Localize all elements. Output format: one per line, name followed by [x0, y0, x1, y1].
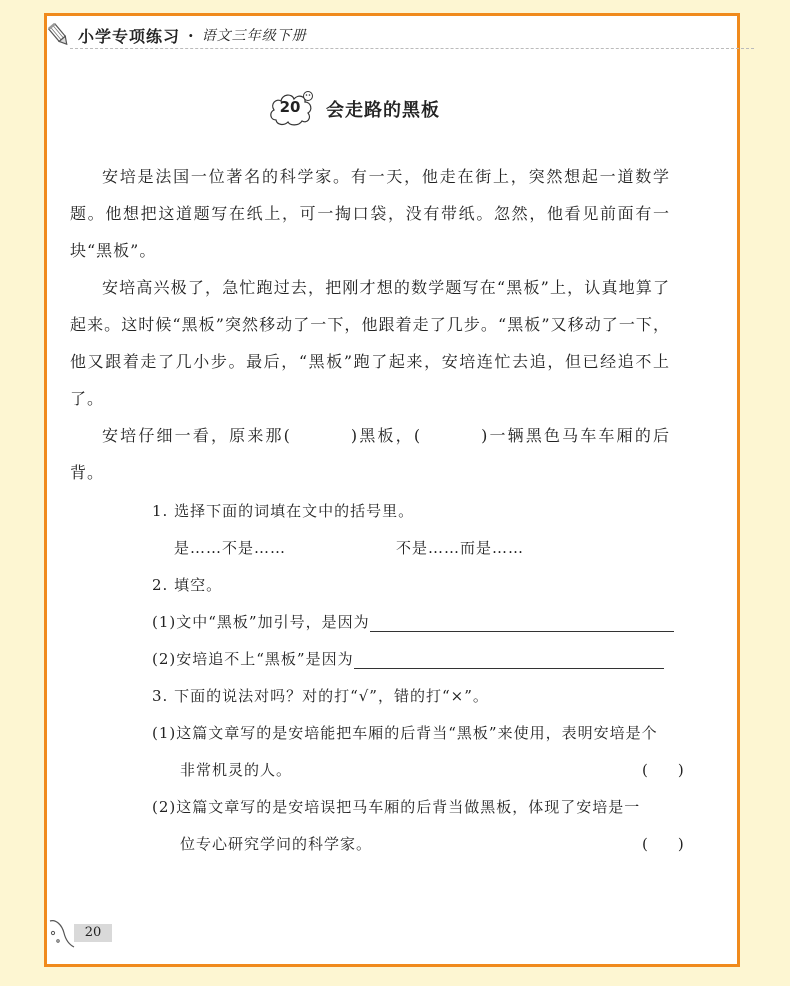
lesson-number: 20: [279, 98, 301, 116]
question-2: 2. 填空。: [152, 576, 223, 594]
question-3: 3. 下面的说法对吗？对的打“√”，错的打“×”。: [152, 687, 489, 705]
paragraph-1: 安培是法国一位著名的科学家。有一天，他走在街上，突然想起一道数学题。他想把这道题写在纸上，可一掏口袋，没有带纸。忽然，他看见前面有一块“黑板”。: [70, 167, 670, 260]
last-line-part2: )黑板，(: [350, 426, 422, 445]
last-line-part3: )一辆黑色马车车厢的后背。: [70, 426, 670, 482]
last-line-part1: 安培仔细一看，原来那(: [102, 426, 291, 445]
q1-option-b: 不是……而是……: [396, 539, 525, 557]
page-number: 20: [74, 924, 112, 942]
q2-1-prompt: (1)文中“黑板”加引号，是因为: [152, 613, 370, 631]
paragraph-3: [70, 417, 670, 491]
q2-1-answer-line[interactable]: [370, 615, 674, 632]
page-header: [46, 22, 307, 48]
passage: [70, 158, 670, 491]
lesson-title: 会走路的黑板: [326, 100, 440, 121]
q2-2-answer-line[interactable]: [354, 652, 664, 669]
lesson-heading: [268, 88, 440, 130]
q3-2-line2: 位专心研究学问的科学家。: [180, 835, 373, 853]
question-2-2: [152, 648, 664, 669]
q3-2-line1: (2)这篇文章写的是安培误把马车厢的后背当做黑板，体现了安培是一: [152, 798, 641, 816]
series-title: 小学专项练习: [78, 26, 181, 46]
q3-1-answer-box[interactable]: ( ): [642, 761, 684, 779]
book-subtitle: 语文三年级下册: [201, 28, 307, 44]
header-separator: ·: [188, 25, 194, 45]
question-1: 1. 选择下面的词填在文中的括号里。: [152, 502, 415, 520]
q3-1-line2: 非常机灵的人。: [180, 761, 293, 779]
q3-1-line1: (1)这篇文章写的是安培能把车厢的后背当“黑板”来使用，表明安培是个: [152, 724, 658, 742]
lesson-number-badge: [268, 88, 318, 130]
q1-option-a: 是……不是……: [174, 539, 287, 557]
paragraph-2: 安培高兴极了，急忙跑过去，把刚才想的数学题写在“黑板”上，认真地算了起来。这时候“黑板”突然移动了一下，他跟着走了几步。“黑板”又移动了一下，他又跟着走了几小步。最后，“黑板”跑了起来，安培连忙去追，但已经追不上了。: [70, 278, 670, 408]
question-2-1: [152, 611, 674, 632]
header-divider: [70, 48, 754, 49]
pencil-icon: [46, 22, 72, 48]
swirl-decoration-icon: [46, 915, 76, 949]
q3-2-answer-box[interactable]: ( ): [642, 835, 684, 853]
q2-2-prompt: (2)安培追不上“黑板”是因为: [152, 650, 354, 668]
